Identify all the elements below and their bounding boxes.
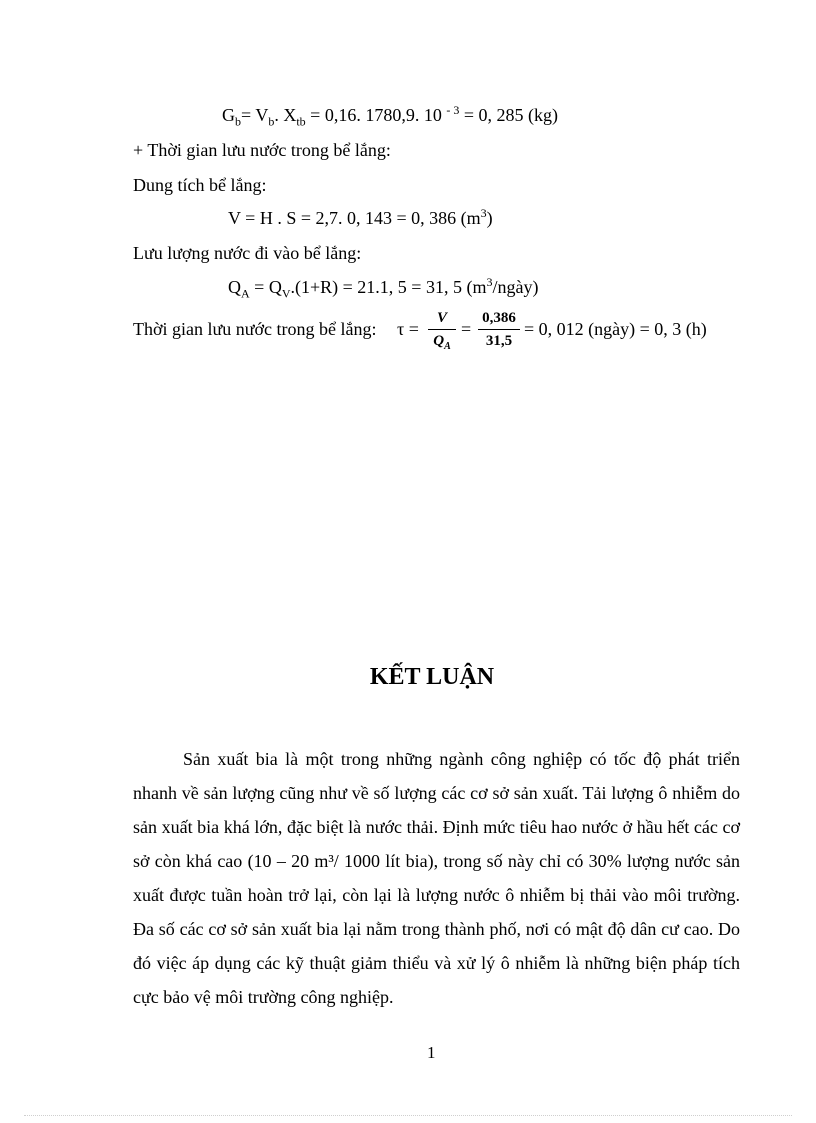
time-result: = 0, 012 (ngày) = 0, 3 (h) [524, 319, 707, 339]
time-label: Thời gian lưu nước trong bể lắng: [133, 319, 377, 339]
volume-label: Dung tích bể lắng: [133, 175, 267, 195]
volume-formula: V = H . S = 2,7. 0, 143 = 0, 386 $(m^3)$ [228, 206, 493, 228]
fraction-denominator: $Q_A$ [433, 333, 451, 352]
gb-formula: $G_b= V_b$. $X_{tb} = 0,16$. 1780,9. 10 $^{- 3}$ = 0, 285 (kg) [222, 103, 558, 129]
fraction-numerator: V [436, 310, 447, 326]
section-heading: KẾT LUẬN [369, 664, 495, 690]
page-bottom-divider [24, 1115, 792, 1116]
retention-heading: + Thời gian lưu nước trong bể lắng: [133, 140, 391, 160]
fraction-denominator: 31,5 [485, 333, 513, 349]
equals-sign: = [461, 319, 472, 339]
flow-formula: $Q_A = Q_V.(1+R) = 21.1$, 5 = 31, 5 $(m^3/ngày)$ [228, 275, 539, 301]
conclusion-paragraph [133, 742, 740, 1014]
fraction-value [478, 310, 520, 350]
paragraph-text: Sản xuất bia là một trong những ngành công nghiệp có tốc độ phát triển nhanh về sản lượng cũng như về số lượng các cơ sở sản xuất. Tải lượng ô nhiễm do sản xuất bia khá lớn, đặc biệt là nước thải. Định mức tiêu hao nước ở hầu hết các cơ sở còn khá cao (10 – 20 m³/ 1000 lít bia), trong số này chỉ có 30% lượng nước sản xuất được tuần hoàn trở lại, còn lại là lượng nước ô nhiễm bị thải vào môi trường. Đa số các cơ sở sản xuất bia lại nằm trong thành phố, nơi có mật độ dân cư cao. Do đó việc áp dụng các kỹ thuật giảm thiểu và xử lý ô nhiễm là những biện pháp tích cực bảo vệ môi trường công nghiệp. [133, 749, 740, 1007]
page-number: 1 [427, 1043, 436, 1062]
flow-label: Lưu lượng nước đi vào bể lắng: [133, 243, 362, 263]
tau-symbol: τ = [397, 319, 419, 339]
fraction-v-over-q [428, 310, 456, 350]
fraction-numerator: 0,386 [482, 310, 516, 326]
